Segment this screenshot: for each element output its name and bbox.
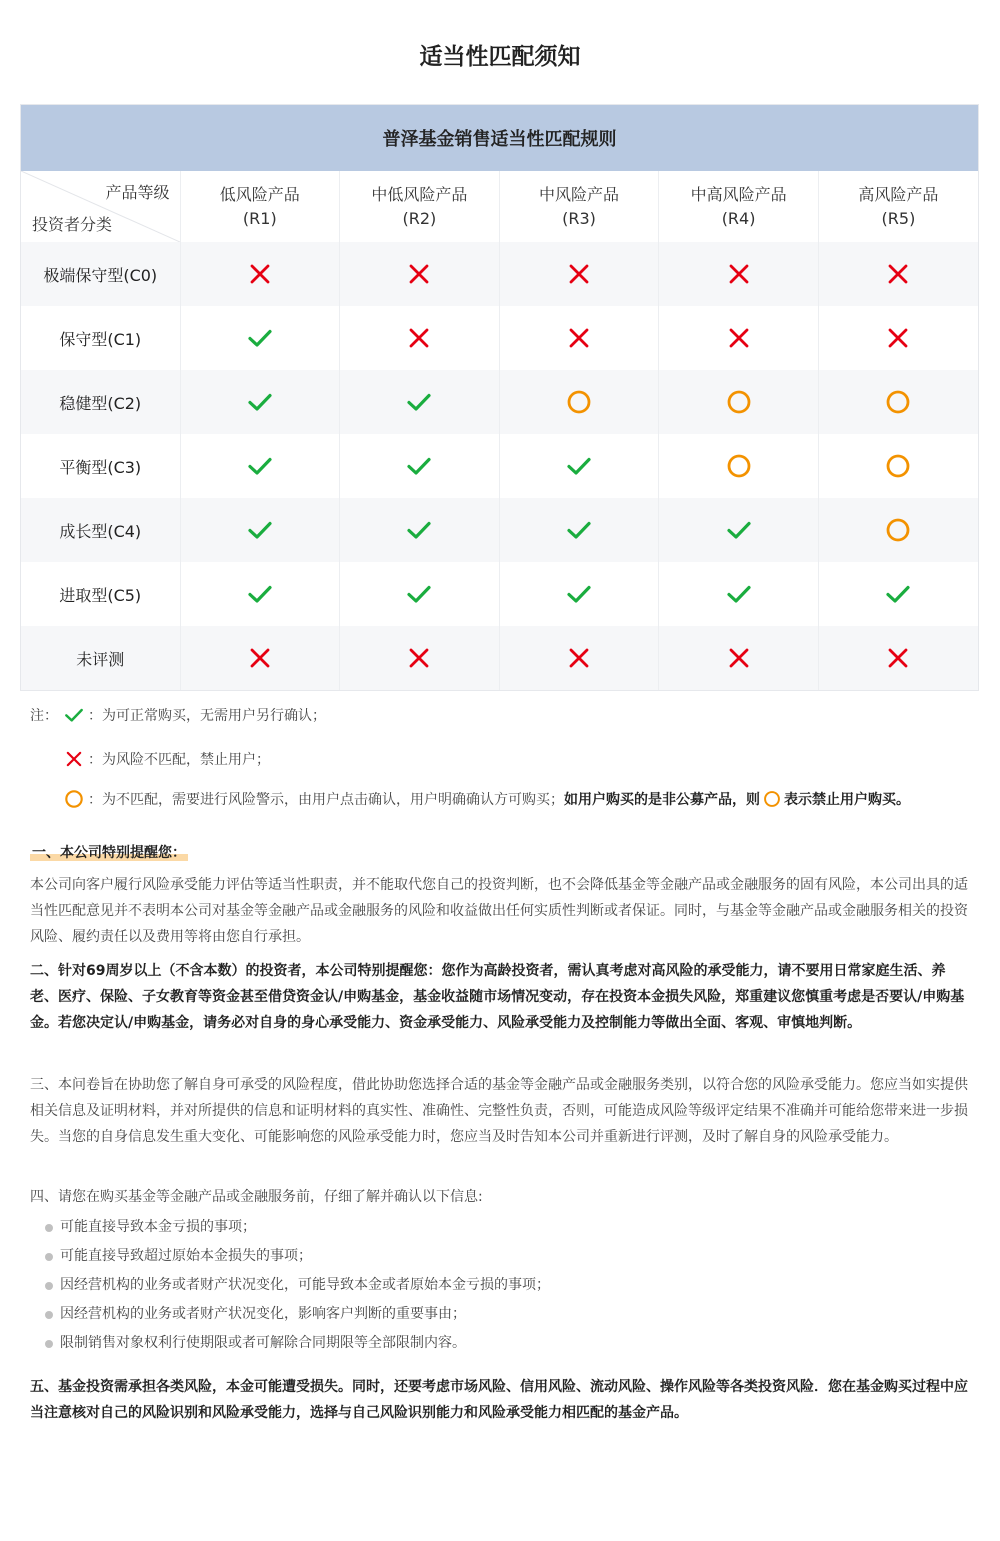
cross-icon — [885, 645, 911, 671]
column-name: 中高风险产品 — [690, 184, 787, 204]
table-row — [21, 498, 978, 562]
match-cell — [659, 434, 819, 498]
match-cell — [818, 242, 978, 306]
section-1 — [30, 840, 972, 950]
section-1-title: 一、本公司特别提醒您： — [32, 845, 186, 861]
cross-icon — [406, 645, 432, 671]
match-cell — [340, 434, 500, 498]
table-header: 普泽基金销售适当性匹配规则 — [21, 105, 978, 171]
note-check — [30, 705, 326, 725]
check-icon — [566, 453, 592, 479]
section-1-text: 本公司向客户履行风险承受能力评估等适当性职责，并不能取代您自己的投资判断，也不会降低基金等金融产品或金融服务的固有风险，本公司出具的适当性匹配意见并不表明本公司对基金等金融产品或金融服务的风险和收益做出任何实质性判断或者保证。同时，与基金等金融产品或金融服务相关的投资风险、履约责任以及费用等将由您自行承担。 — [30, 877, 968, 945]
column-header-row — [21, 171, 978, 242]
match-cell — [659, 498, 819, 562]
column-header-r3 — [499, 171, 659, 242]
circle-icon — [885, 517, 911, 543]
cross-icon — [726, 261, 752, 287]
check-icon — [247, 389, 273, 415]
match-cell — [499, 498, 659, 562]
cross-icon — [566, 325, 592, 351]
check-icon — [566, 517, 592, 543]
cross-icon — [247, 261, 273, 287]
match-cell — [818, 370, 978, 434]
section-5-text: 五、基金投资需承担各类风险，本金可能遭受损失。同时，还要考虑市场风险、信用风险、流动风险、操作风险等各类投资风险．您在基金购买过程中应当注意核对自己的风险识别和风险承受能力，选择与自己风险识别能力和风险承受能力相匹配的基金产品。 — [30, 1379, 968, 1421]
column-name: 低风险产品 — [219, 184, 300, 204]
circle-icon — [885, 453, 911, 479]
circle-icon — [726, 389, 752, 415]
note-cross — [30, 749, 270, 769]
column-header-r1 — [180, 171, 340, 242]
cross-icon — [885, 261, 911, 287]
row-label: 进取型(C5) — [21, 562, 180, 626]
table-row — [21, 562, 978, 626]
note-circle — [30, 789, 910, 809]
list-item: 因经营机构的业务或者财产状况变化，可能导致本金或者原始本金亏损的事项； — [30, 1271, 972, 1300]
column-header-r5 — [818, 171, 978, 242]
check-icon — [247, 581, 273, 607]
column-code: (R5) — [881, 208, 916, 228]
match-cell — [818, 434, 978, 498]
check-icon — [64, 705, 84, 725]
cross-icon — [247, 645, 273, 671]
corner-investor-class: 投资者分类 — [32, 215, 113, 234]
list-item: 限制销售对象权利行使期限或者可解除合同期限等全部限制内容。 — [30, 1329, 972, 1358]
column-name: 中风险产品 — [538, 184, 619, 204]
list-item: 因经营机构的业务或者财产状况变化，影响客户判断的重要事由； — [30, 1300, 972, 1329]
circle-icon — [763, 790, 781, 808]
check-icon — [566, 581, 592, 607]
match-cell — [818, 562, 978, 626]
row-label: 保守型(C1) — [21, 306, 180, 370]
match-cell — [180, 370, 340, 434]
match-cell — [180, 306, 340, 370]
match-cell — [340, 242, 500, 306]
section-2-text: 二、针对69周岁以上（不含本数）的投资者，本公司特别提醒您：您作为高龄投资者，需认真考虑对高风险的承受能力，请不要用日常家庭生活、养老、医疗、保险、子女教育等资金甚至借贷资金认/申购基金，基金收益随市场情况变动，存在投资本金损失风险，郑重建议您慎重考虑是否要认/申购基金。若您决定认/申购基金，请务必对自身的身心承受能力、资金承受能力、风险承受能力及控制能力等做出全面、客观、审慎地判断。 — [30, 963, 965, 1031]
table-row — [21, 370, 978, 434]
column-name: 中低风险产品 — [371, 184, 468, 204]
row-label: 成长型(C4) — [21, 498, 180, 562]
column-code: (R4) — [721, 208, 756, 228]
row-label: 极端保守型(C0) — [21, 242, 180, 306]
column-code: (R2) — [402, 208, 437, 228]
check-icon — [406, 581, 432, 607]
match-cell — [180, 434, 340, 498]
page-title: 适当性匹配须知 — [419, 44, 581, 70]
section-4 — [30, 1184, 972, 1358]
column-code: (R3) — [562, 208, 596, 228]
match-cell — [659, 242, 819, 306]
corner-cell — [21, 171, 180, 242]
circle-icon — [566, 389, 592, 415]
corner-product-level: 产品等级 — [105, 183, 170, 202]
match-cell — [340, 626, 500, 690]
match-cell — [499, 626, 659, 690]
matching-rules-table — [20, 104, 979, 691]
column-name: 高风险产品 — [858, 184, 939, 204]
match-cell — [340, 370, 500, 434]
match-cell — [818, 306, 978, 370]
column-header-r4 — [659, 171, 819, 242]
cross-icon — [885, 325, 911, 351]
match-cell — [180, 498, 340, 562]
match-cell — [499, 434, 659, 498]
section-3-text: 三、本问卷旨在协助您了解自身可承受的风险程度，借此协助您选择合适的基金等金融产品或金融服务类别，以符合您的风险承受能力。您应当如实提供相关信息及证明材料，并对所提供的信息和证明材料的真实性、准确性、完整性负责，否则，可能造成风险等级评定结果不准确并可能给您带来进一步损失。当您的自身信息发生重大变化、可能影响您的风险承受能力时，您应当及时告知本公司并重新进行评测，及时了解自身的风险承受能力。 — [30, 1077, 968, 1145]
table-row — [21, 626, 978, 690]
section-4-title: 四、请您在购买基金等金融产品或金融服务前，仔细了解并确认以下信息: — [30, 1189, 483, 1205]
row-label: 平衡型(C3) — [21, 434, 180, 498]
row-label: 未评测 — [21, 626, 180, 690]
match-cell — [340, 562, 500, 626]
check-icon — [247, 517, 273, 543]
match-cell — [180, 562, 340, 626]
circle-icon — [885, 389, 911, 415]
match-cell — [340, 306, 500, 370]
match-cell — [499, 306, 659, 370]
note-check-text: ：为可正常购买，无需用户另行确认； — [88, 708, 326, 724]
check-icon — [247, 325, 273, 351]
table-row — [21, 306, 978, 370]
row-label: 稳健型(C2) — [21, 370, 180, 434]
table-row — [21, 242, 978, 306]
match-cell — [818, 498, 978, 562]
note-prefix: 注： — [30, 708, 58, 724]
rules-body — [21, 242, 978, 690]
match-cell — [659, 306, 819, 370]
cross-icon — [566, 645, 592, 671]
column-header-r2 — [340, 171, 500, 242]
note-circle-text: ：为不匹配，需要进行风险警示，由用户点击确认，用户明确确认方可购买； — [88, 792, 564, 808]
list-item: 可能直接导致超过原始本金损失的事项； — [30, 1242, 972, 1271]
check-icon — [406, 453, 432, 479]
cross-icon — [566, 261, 592, 287]
cross-icon — [64, 749, 84, 769]
list-item: 可能直接导致本金亏损的事项； — [30, 1213, 972, 1242]
circle-icon — [726, 453, 752, 479]
cross-icon — [406, 261, 432, 287]
match-cell — [180, 242, 340, 306]
match-cell — [499, 370, 659, 434]
match-cell — [340, 498, 500, 562]
check-icon — [406, 389, 432, 415]
table-row — [21, 434, 978, 498]
rules-grid — [21, 171, 978, 690]
match-cell — [499, 242, 659, 306]
column-code: (R1) — [242, 208, 277, 228]
cross-icon — [726, 325, 752, 351]
cross-icon — [406, 325, 432, 351]
match-cell — [499, 562, 659, 626]
check-icon — [406, 517, 432, 543]
check-icon — [726, 517, 752, 543]
circle-icon — [64, 789, 84, 809]
match-cell — [659, 562, 819, 626]
section-4-list — [30, 1213, 972, 1358]
match-cell — [180, 626, 340, 690]
check-icon — [885, 581, 911, 607]
check-icon — [247, 453, 273, 479]
note-circle-bold-1: 如用户购买的是非公募产品，则 — [564, 792, 760, 808]
check-icon — [726, 581, 752, 607]
match-cell — [659, 370, 819, 434]
match-cell — [818, 626, 978, 690]
cross-icon — [726, 645, 752, 671]
match-cell — [659, 626, 819, 690]
note-cross-text: ：为风险不匹配，禁止用户； — [88, 752, 270, 768]
note-circle-bold-2: 表示禁止用户购买。 — [784, 792, 910, 808]
